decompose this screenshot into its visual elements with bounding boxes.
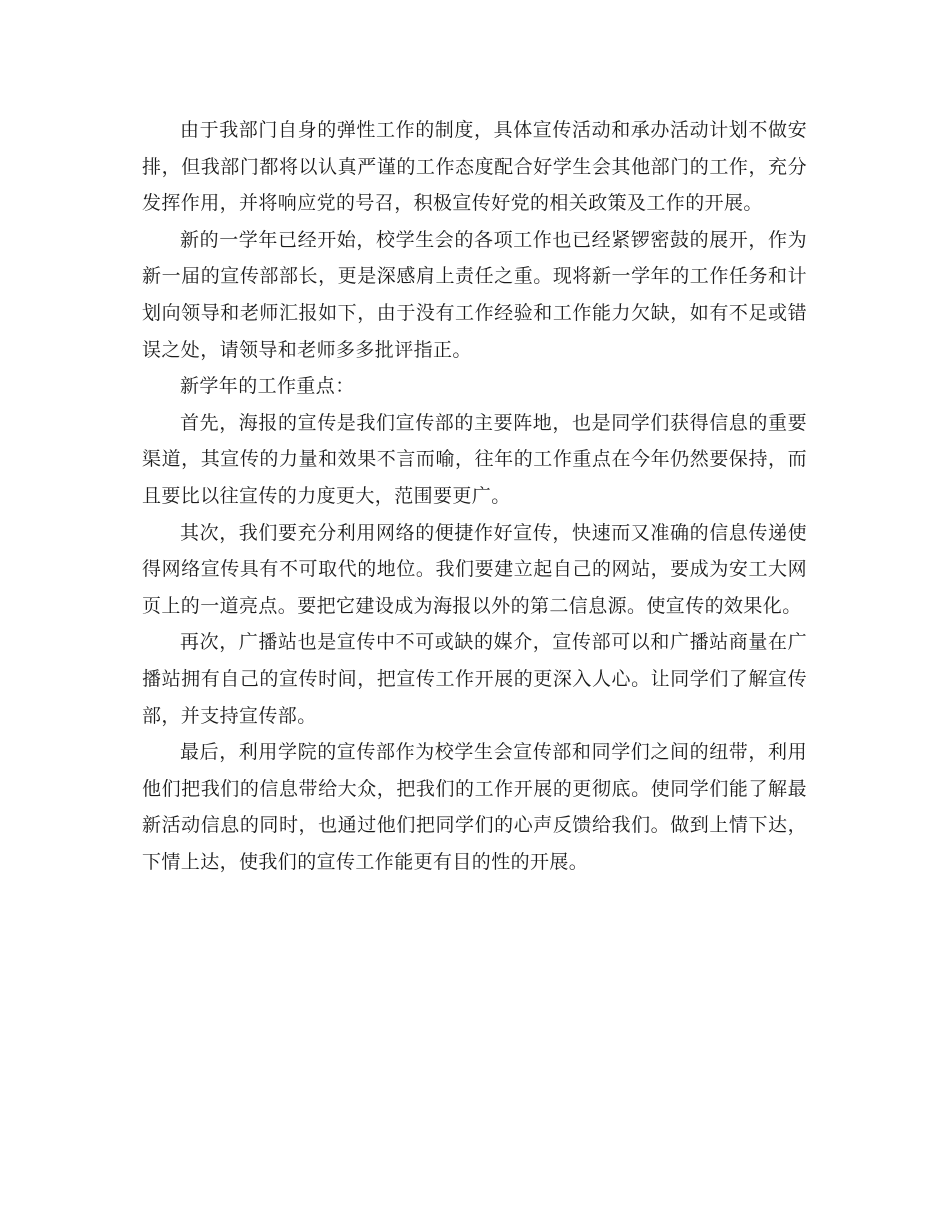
paragraph-second-network: 其次，我们要充分利用网络的便捷作好宣传，快速而又准确的信息传递使得网络宣传具有不可取代的地位。我们要建立起自己的网站，要成为安工大网页上的一道亮点。要把它建设成为海报以外的第二信息源。使宣传的效果化。 bbox=[142, 521, 807, 617]
paragraph-key-points-heading: 新学年的工作重点： bbox=[180, 375, 355, 398]
paragraph-last-college: 最后，利用学院的宣传部作为校学生会宣传部和同学们之间的纽带，利用他们把我们的信息带给大众，把我们的工作开展的更彻底。使同学们能了解最新活动信息的同时，也通过他们把同学们的心声反馈给我们。做到上情下达，下情上达，使我们的宣传工作能更有目的性的开展。 bbox=[142, 741, 807, 873]
paragraph-flexible-work: 由于我部门自身的弹性工作的制度，具体宣传活动和承办活动计划不做安排，但我部门都将以认真严谨的工作态度配合好学生会其他部门的工作，充分发挥作用，并将响应党的号召，积极宣传好党的相关政策及工作的开展。 bbox=[142, 119, 807, 215]
document-body bbox=[142, 112, 807, 880]
paragraph-new-year-intro: 新的一学年已经开始，校学生会的各项工作也已经紧锣密鼓的展开，作为新一届的宣传部部长，更是深感肩上责任之重。现将新一学年的工作任务和计划向领导和老师汇报如下，由于没有工作经验和工作能力欠缺，如有不足或错误之处，请领导和老师多多批评指正。 bbox=[142, 228, 807, 361]
paragraph-third-broadcast: 再次，广播站也是宣传中不可或缺的媒介，宣传部可以和广播站商量在广播站拥有自己的宣传时间，把宣传工作开展的更深入人心。让同学们了解宣传部，并支持宣传部。 bbox=[142, 631, 807, 727]
paragraph-first-posters: 首先，海报的宣传是我们宣传部的主要阵地，也是同学们获得信息的重要渠道，其宣传的力量和效果不言而喻，往年的工作重点在今年仍然要保持，而且要比以往宣传的力度更大，范围要更广。 bbox=[142, 411, 807, 507]
